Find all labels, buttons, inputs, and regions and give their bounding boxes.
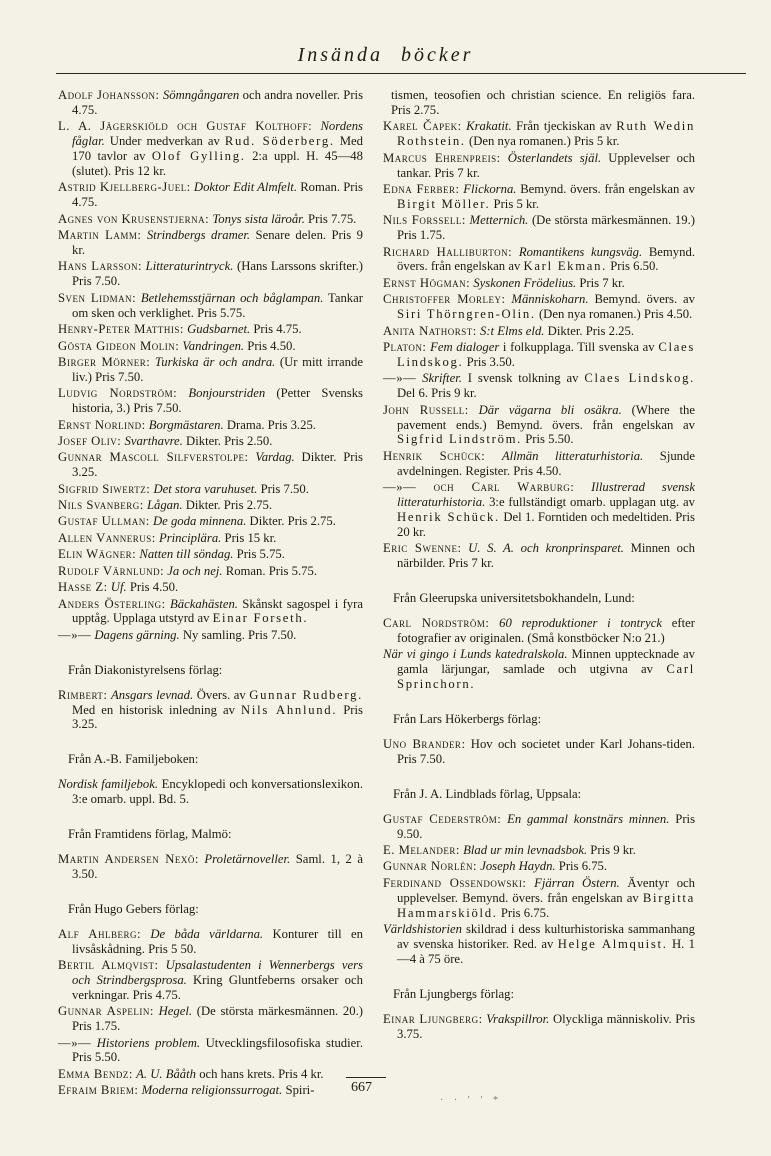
- book-entry: [383, 449, 695, 479]
- entry-text: Dikter. Pris 2.50.: [182, 433, 273, 448]
- entry-title: Ansgars levnad.: [111, 687, 194, 702]
- entry-title: Fjärran Östern.: [534, 875, 620, 890]
- book-entry: [58, 580, 363, 595]
- entry-author: Astrid Kjellberg-Juel:: [58, 180, 191, 195]
- entry-title: Lågan.: [146, 498, 183, 513]
- entry-author: John Russell:: [383, 402, 469, 417]
- book-entry: [383, 541, 695, 571]
- entry-text: (Where the pavement ends.) Bemynd. övers. från engelskan av: [397, 402, 695, 432]
- entry-title: Flickorna.: [463, 181, 517, 196]
- entry-text: Pris 6.50.: [607, 259, 659, 274]
- entry-author: Platon:: [383, 340, 427, 354]
- entry-title: Människoharn.: [511, 292, 589, 307]
- entry-text: Encyklopedi och konversationslexikon. 3:e omarb. uppl. Bd. 5.: [72, 777, 363, 807]
- entry-author: Hasse Z:: [58, 580, 108, 595]
- book-entry: [58, 927, 363, 957]
- entry-text: Med en historisk inledning av: [72, 702, 242, 717]
- entry-contributor: Helge Almquist.: [557, 936, 668, 951]
- entry-author: Edna Ferber:: [383, 181, 460, 196]
- book-entry: [58, 88, 363, 118]
- book-entry: [58, 450, 363, 480]
- entry-title: Det stora varuhuset.: [153, 481, 258, 496]
- entry-contributor: Claes Lindskog.: [584, 371, 695, 386]
- publisher-heading: Från Framtidens förlag, Malmö:: [68, 827, 232, 842]
- entry-title: Illustrerad svensk litteraturhistoria.: [397, 480, 695, 510]
- entry-text: (Hans Larssons skrifter.) Pris 7.50.: [72, 259, 363, 289]
- entry-author: Sigfrid Siwertz:: [58, 481, 151, 496]
- entry-title: Där vägarna bli osäkra.: [478, 402, 622, 417]
- page-header-title: Insända böcker: [297, 44, 474, 66]
- entry-author: Rimbert:: [58, 687, 108, 702]
- book-entry: [383, 371, 695, 401]
- book-entry: [58, 1036, 363, 1066]
- entry-text: Dikter. Pris 3.25.: [72, 450, 363, 480]
- book-entry: [58, 482, 363, 497]
- entry-author: Gustaf Cederström:: [383, 811, 502, 826]
- publisher-heading: Från Ljungbergs förlag:: [393, 986, 514, 1001]
- entry-title: S:t Elms eld.: [479, 323, 545, 338]
- entry-text: Pris 3.25.: [72, 702, 363, 732]
- entry-text: Tankar om sken och verklighet. Pris 5.75.: [72, 290, 363, 320]
- book-entry: [383, 340, 695, 370]
- book-entry: [58, 339, 363, 354]
- entry-title: U. S. A. och kronprinsparet.: [468, 541, 624, 556]
- entry-title: Tonys sista läroår.: [212, 211, 305, 226]
- book-entry: [383, 859, 695, 874]
- entry-title: Hegel.: [158, 1004, 193, 1019]
- entry-text: och hans krets. Pris 4 kr.: [196, 1066, 324, 1081]
- book-entry: [58, 291, 363, 321]
- entry-title: Principlära.: [158, 530, 222, 545]
- entry-text: Pris 3.50.: [463, 354, 515, 369]
- entry-title: Svarthavre.: [124, 433, 183, 448]
- publisher-heading: Från Lars Hökerbergs förlag:: [393, 712, 542, 727]
- entry-text: (Ur mitt irrande liv.) Pris 7.50.: [72, 354, 364, 384]
- entry-text: Pris 5.75.: [233, 547, 285, 562]
- header-rule: [56, 73, 746, 74]
- entry-contributor: Nils Ahnlund.: [241, 702, 338, 717]
- entry-text: I svensk tolkning av: [461, 371, 585, 386]
- entry-title: En gammal konstnärs minnen.: [507, 811, 670, 826]
- entry-title: Vardag.: [255, 450, 295, 465]
- entry-author: Ernst Norlind:: [58, 417, 146, 432]
- entry-author: Birger Mörner:: [58, 354, 151, 369]
- entry-author: L. A. Jägerskiöld och Gustaf Kolthoff:: [58, 119, 313, 134]
- entry-text: Spiri-: [282, 1083, 315, 1098]
- entry-author: Ludvig Nordström:: [58, 386, 178, 401]
- entry-author: Nils Svanberg:: [58, 498, 144, 513]
- entry-text: Dikter. Pris 2.75.: [182, 498, 273, 513]
- entry-title: Upsalastudenten i Wennerbergs vers och Strindbergsprosa.: [72, 958, 363, 987]
- entry-text: Pris 5 kr.: [490, 196, 540, 211]
- entry-author: Henry-Peter Matthis:: [58, 322, 184, 337]
- entry-title: Nordens fåglar.: [72, 119, 363, 149]
- book-entry: [58, 628, 363, 643]
- book-entry: [383, 812, 695, 842]
- entry-author: Carl Nordström:: [383, 616, 490, 630]
- book-entry: [58, 514, 363, 529]
- entry-title: Turkiska är och andra.: [154, 354, 276, 369]
- entry-text: Senare delen. Pris 9 kr.: [72, 228, 363, 258]
- book-entry: [58, 259, 363, 289]
- entry-title: Historiens problem.: [96, 1035, 201, 1050]
- book-entry: [58, 498, 363, 513]
- entry-author: Martin Andersen Nexö:: [58, 851, 199, 866]
- entry-text: Bemynd. övers. av: [588, 292, 696, 307]
- entry-text: Bemynd. övers. från engelskan av: [516, 181, 695, 196]
- entry-text: Saml. 1, 2 à 3.50.: [72, 851, 363, 881]
- entry-title: Österlandets själ.: [507, 150, 602, 165]
- book-entry: [383, 151, 695, 181]
- entry-text: Övers. av: [193, 687, 250, 702]
- entry-title: Vrakspillror.: [486, 1011, 550, 1026]
- entry-text: Kring Gluntfeberns orsaker och verkningar. Pris 4.75.: [72, 972, 364, 1002]
- entry-author: Hans Larsson:: [58, 259, 143, 274]
- entry-text: Olyckliga människoliv. Pris 3.75.: [397, 1011, 696, 1041]
- book-entry: [58, 355, 363, 385]
- entry-text: Minnen upptecknade av gamla lärjungar, samlade och utgivna av: [397, 647, 695, 677]
- entry-contributor: Karl Ekman.: [523, 259, 608, 274]
- footer-rule: [346, 1077, 386, 1078]
- entry-title: A. U. Bååth: [136, 1066, 197, 1081]
- book-entry: [383, 647, 695, 692]
- right-column: [383, 88, 695, 1043]
- book-entry: [383, 324, 695, 339]
- entry-text: Skånskt sagospel i fyra upptåg. Upplaga utstyrd av: [72, 596, 364, 626]
- book-entry: [58, 1067, 363, 1082]
- entry-text: Dikter. Pris 2.75.: [246, 514, 336, 529]
- entry-text: (Petter Svensks historia, 3.) Pris 7.50.: [72, 386, 363, 416]
- entry-text: Del 1. Forntiden och medeltiden. Pris 20 kr.: [397, 509, 695, 539]
- book-entry: [383, 245, 695, 275]
- entry-author: Sven Lidman:: [58, 290, 137, 305]
- entry-text: Pris 7.50.: [257, 481, 309, 496]
- entry-author: Rudolf Värnlund:: [58, 563, 165, 578]
- entry-text: skildrad i dess kulturhistoriska sammanhang av svenska historiker. Red. av: [397, 922, 695, 951]
- entry-title: Allmän litteraturhistoria.: [501, 448, 644, 463]
- entry-title: Sömngångaren: [162, 88, 240, 102]
- entry-contributor: Rud. Söderberg.: [224, 134, 335, 149]
- book-entry: [58, 119, 363, 179]
- book-entry: [58, 531, 363, 546]
- entry-text: Pris 15 kr.: [221, 530, 277, 545]
- entry-title: De båda världarna.: [150, 926, 264, 941]
- entry-text: Roman. Pris 5.75.: [222, 563, 318, 578]
- book-entry: [58, 386, 363, 416]
- entry-title: Romantikens kungsväg.: [518, 244, 643, 259]
- entry-author: Henrik Schück:: [383, 448, 486, 463]
- entry-text: Del 6. Pris 9 kr.: [397, 386, 477, 401]
- entry-text: Ny samling. Pris 7.50.: [179, 627, 297, 642]
- book-entry: [383, 737, 695, 767]
- entry-author: Gunnar Mascoll Silfverstolpe:: [58, 450, 249, 465]
- book-entry: [383, 119, 695, 149]
- entry-title: Nordisk familjebok.: [58, 777, 159, 792]
- entry-author: Alf Ahlberg:: [58, 926, 141, 941]
- book-entry: [58, 1083, 363, 1098]
- entry-author: —»— och Carl Warburg:: [383, 480, 575, 495]
- entry-text: i folkupplaga. Till svenska av: [499, 340, 659, 354]
- publisher-heading: Från A.-B. Familjeboken:: [68, 752, 199, 767]
- entry-text: 2:a uppl. H. 45—48 (slutet). Pris 12 kr.: [72, 149, 363, 179]
- book-entry: [383, 876, 695, 921]
- entry-title: Uf.: [110, 580, 127, 595]
- entry-author: Agnes von Krusenstjerna:: [58, 211, 210, 226]
- entry-contributor: Gunnar Rudberg.: [249, 687, 364, 702]
- entry-title: Världshistorien: [383, 922, 462, 936]
- entry-text: (De största märkesmännen. 20.) Pris 1.75.: [72, 1004, 364, 1034]
- entry-text: Pris 6.75.: [555, 859, 608, 874]
- entry-author: Anita Nathorst:: [383, 323, 477, 338]
- book-entry: [383, 1012, 695, 1042]
- book-entry: [383, 182, 695, 212]
- entry-text: Med 170 tavlor av: [72, 134, 363, 164]
- book-entry: [58, 228, 363, 258]
- entry-contributor: Claes Lindskog.: [397, 340, 696, 369]
- entry-contributor: Ruth Wedin Rothstein.: [397, 119, 696, 149]
- entry-title: Metternich.: [469, 213, 529, 228]
- entry-text: Pris 4.75.: [250, 322, 302, 337]
- entry-author: Eric Swenne:: [383, 541, 462, 556]
- entry-contributor: Birgit Möller.: [397, 196, 491, 211]
- entry-author: Marcus Ehrenpreis:: [383, 150, 501, 165]
- entry-text: Konturer till en livsåskådning. Pris 5 50.: [72, 926, 363, 956]
- print-marks: · · ′ ′ *: [440, 1095, 503, 1106]
- entry-text: Hov och societet under Karl Johans-tiden. Pris 7.50.: [397, 736, 695, 766]
- entry-title: Dagens gärning.: [94, 627, 180, 642]
- publisher-heading: Från Gleerupska universitetsbokhandeln, Lund:: [393, 591, 635, 606]
- entry-title: Moderna religionssurrogat.: [141, 1083, 283, 1098]
- entry-text: Pris 5.50.: [522, 432, 574, 447]
- entry-author: Adolf Johansson:: [58, 88, 160, 102]
- entry-title: Bäckahästen.: [169, 596, 238, 611]
- book-entry: [383, 276, 695, 291]
- entry-text: Pris 7.75.: [304, 211, 357, 226]
- entry-author: Uno Brander:: [383, 736, 466, 751]
- entry-author: Ferdinand Ossendowski:: [383, 875, 527, 890]
- entry-author: Gustaf Ullman:: [58, 514, 150, 529]
- entry-text: Pris 4.50.: [126, 580, 179, 595]
- entry-text: Sjunde avdelningen. Register. Pris 4.50.: [397, 448, 696, 478]
- entry-text: Under medverkan av: [104, 134, 225, 149]
- book-entry: [383, 922, 695, 967]
- book-entry: [58, 777, 363, 807]
- entry-author: Bertil Almqvist:: [58, 958, 159, 972]
- entry-text: Pris 9.50.: [397, 811, 696, 841]
- entry-text: Minnen och närbilder. Pris 7 kr.: [397, 541, 695, 571]
- entry-text: 3:e fullständigt omarb. upplagan utg. av: [485, 495, 695, 510]
- entry-title: De goda minnena.: [152, 514, 247, 529]
- entry-title: Strindbergs dramer.: [146, 228, 251, 243]
- entry-title: Gudsbarnet.: [187, 322, 251, 337]
- entry-contributor: Carl Sprinchorn.: [397, 662, 695, 692]
- entry-author: Gösta Gideon Molin:: [58, 338, 180, 353]
- entry-text: Från tjeckiskan av: [511, 119, 617, 134]
- entry-author: Anders Österling:: [58, 596, 166, 611]
- book-entry: [58, 418, 363, 433]
- entry-title: Joseph Haydn.: [480, 859, 556, 874]
- entry-title: Krakatit.: [466, 119, 512, 134]
- entry-title: Blad ur min levnadsbok.: [463, 842, 588, 857]
- entry-title: Litteraturintryck.: [145, 259, 234, 274]
- book-entry: [58, 322, 363, 337]
- entry-text: (Den nya romanen.) Pris 5 kr.: [465, 134, 620, 149]
- entry-title: Bonjourstriden: [188, 386, 266, 401]
- entry-text: (De största märkesmännen. 19.) Pris 1.75.: [397, 213, 696, 243]
- entry-text: Drama. Pris 3.25.: [223, 417, 316, 432]
- entry-title: Doktor Edit Almfelt.: [193, 180, 298, 195]
- entry-author: Ernst Högman:: [383, 275, 471, 290]
- entry-text: Pris 6.75.: [497, 905, 550, 920]
- entry-author: Einar Ljungberg:: [383, 1011, 483, 1026]
- entry-text: Dikter. Pris 2.25.: [544, 323, 635, 338]
- entry-contributor: Henrik Schück.: [397, 509, 500, 524]
- entry-text: Utvecklingsfilosofiska studier. Pris 5.50.: [72, 1035, 364, 1065]
- entry-author: Josef Oliv:: [58, 433, 122, 448]
- entry-author: Allen Vannerus:: [58, 530, 156, 545]
- entry-author: —»—: [58, 1035, 92, 1050]
- entry-title: Natten till söndag.: [139, 547, 234, 562]
- entry-text: Pris 7 kr.: [576, 275, 625, 290]
- entry-contributor: Sigfrid Lindström.: [397, 432, 523, 447]
- entry-contributor: Siri Thörngren-Olin.: [397, 307, 536, 322]
- book-entry: [58, 1004, 363, 1034]
- entry-text: efter fotografier av originalen. (Små konstböcker N:o 21.): [397, 616, 695, 645]
- entry-text: Roman. Pris 4.75.: [72, 180, 363, 210]
- entry-title: När vi gingo i Lunds katedralskola.: [383, 647, 568, 662]
- book-entry: [58, 852, 363, 882]
- book-entry: [58, 958, 363, 1003]
- left-column: [58, 88, 363, 1100]
- page-number: 667: [351, 1080, 372, 1095]
- entry-text: Upplevelser och tankar. Pris 7 kr.: [397, 150, 695, 180]
- book-entry: [383, 616, 695, 646]
- entry-text: Pris 9 kr.: [587, 842, 636, 857]
- entry-author: —»—: [383, 371, 417, 386]
- continued-entry: tismen, teosofien och christian science. En religiös fara. Pris 2.75.: [391, 88, 695, 117]
- entry-title: Fem dialoger: [430, 340, 500, 354]
- book-entry: [58, 597, 363, 627]
- entry-author: E. Melander:: [383, 842, 460, 857]
- book-entry: [58, 547, 363, 562]
- book-entry: [58, 212, 363, 227]
- entry-title: Borgmästaren.: [148, 417, 224, 432]
- entry-contributor: Olof Gylling.: [151, 149, 246, 164]
- entry-author: Efraim Briem:: [58, 1083, 139, 1098]
- entry-text: Pris 4.50.: [244, 338, 296, 353]
- entry-title: Betlehemsstjärnan och båglampan.: [140, 290, 324, 305]
- entry-text: H. 1—4 à 75 öre.: [397, 936, 696, 966]
- entry-author: Emma Bendz:: [58, 1066, 133, 1081]
- entry-author: Gunnar Norlén:: [383, 859, 478, 874]
- entry-text: (Den nya romanen.) Pris 4.50.: [535, 307, 693, 322]
- book-entry: [383, 213, 695, 243]
- book-entry: [383, 480, 695, 540]
- publisher-heading: Från Diakonistyrelsens förlag:: [68, 662, 223, 677]
- entry-author: Christoffer Morley:: [383, 292, 506, 307]
- entry-author: Nils Forssell:: [383, 213, 466, 228]
- entry-title: 60 reproduktioner i tontryck: [499, 616, 663, 630]
- entry-text: Bemynd. övers. från engelskan av: [397, 244, 695, 274]
- entry-contributor: Einar Forseth.: [212, 611, 309, 626]
- entry-title: Ja och nej.: [167, 563, 223, 578]
- entry-title: Proletärnoveller.: [204, 851, 291, 866]
- entry-author: Karel Čapek:: [383, 119, 462, 134]
- entry-text: Äventyr och upplevelser. Bemynd. övers. från engelskan av: [397, 875, 696, 905]
- entry-title: Vandringen.: [182, 338, 245, 353]
- publisher-heading: Från J. A. Lindblads förlag, Uppsala:: [393, 786, 582, 801]
- entry-author: Gunnar Aspelin:: [58, 1004, 154, 1019]
- book-entry: [58, 564, 363, 579]
- publisher-heading: Från Hugo Gebers förlag:: [68, 901, 199, 916]
- entry-title: Skrifter.: [422, 371, 462, 386]
- entry-contributor: Birgitta Hammarskiöld.: [397, 890, 695, 920]
- book-entry: [383, 403, 695, 448]
- entry-author: —»—: [58, 627, 92, 642]
- book-entry: [58, 434, 363, 449]
- book-entry: [58, 180, 363, 210]
- book-entry: [58, 688, 363, 733]
- entry-title: Syskonen Frödelius.: [473, 275, 577, 290]
- entry-author: Elin Wägner:: [58, 547, 137, 562]
- book-entry: [383, 843, 695, 858]
- entry-text: och andra noveller. Pris 4.75.: [72, 88, 364, 117]
- book-entry: [383, 292, 695, 322]
- entry-author: Martin Lamm:: [58, 228, 142, 243]
- entry-author: Richard Halliburton:: [383, 244, 513, 259]
